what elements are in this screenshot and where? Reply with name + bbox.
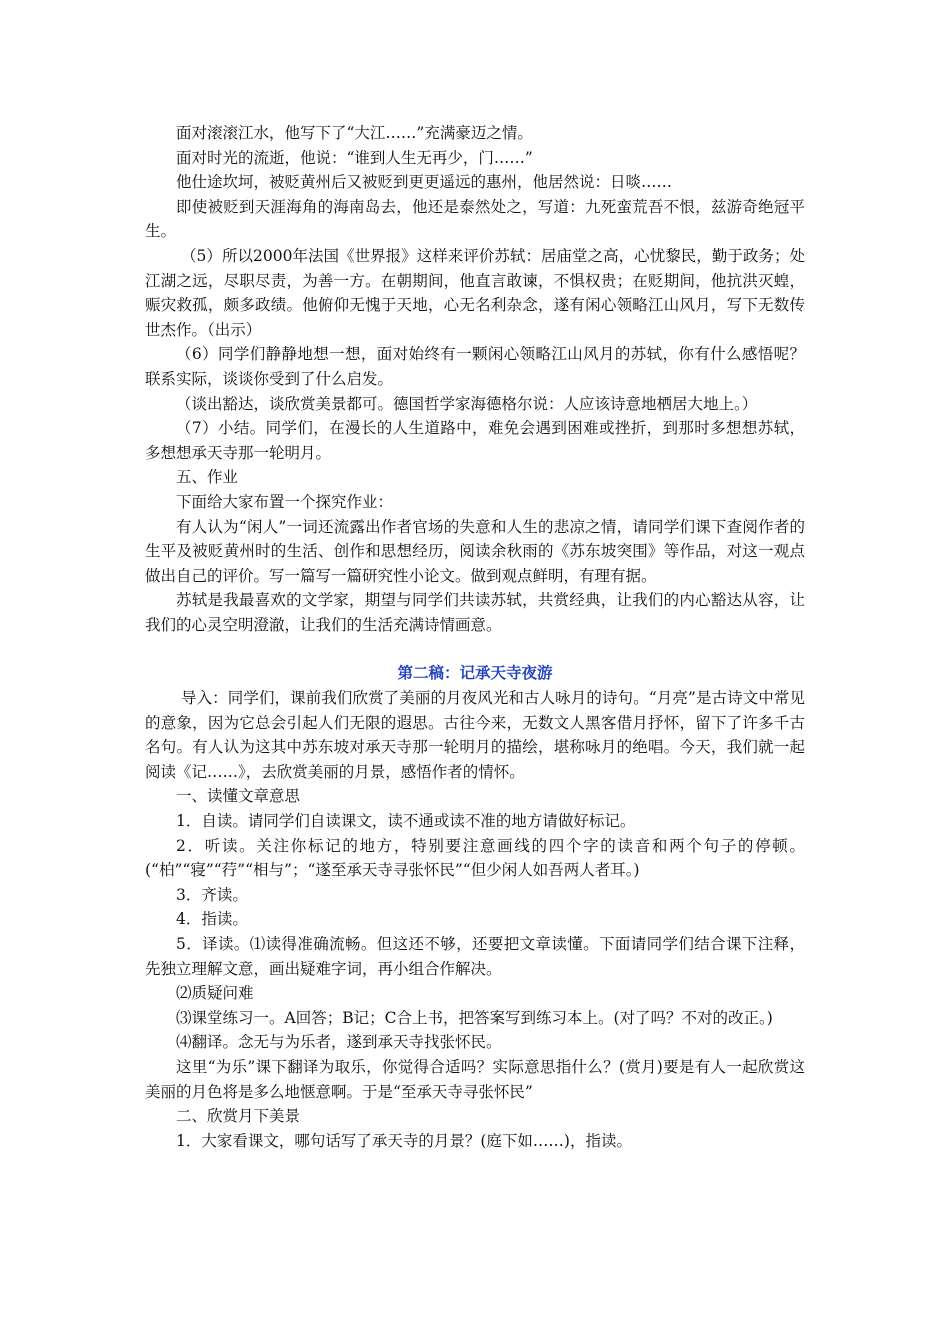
paragraph: （7）小结。同学们，在漫长的人生道路中，难免会遇到困难或挫折，到那时多想想苏轼，多想想承天寺那一轮明月。 <box>145 419 805 462</box>
blank-line <box>145 637 805 661</box>
paragraph: 这里“为乐”课下翻译为取乐，你觉得合适吗？实际意思指什么？(赏月)要是有人一起欣赏这美丽的月色将是多么地惬意啊。于是“至承天寺寻张怀民” <box>145 1057 805 1101</box>
paragraph: （5）所以2000年法国《世界报》这样来评价苏轼：居庙堂之高，心忧黎民，勤于政务；处江湖之远，尽职尽责，为善一方。在朝期间，他直言敢谏，不惧权贵；在贬期间，他抗洪灭蝗，赈灾救孤，颇多政绩。他俯仰无愧于天地，心无名利杂念，遂有闲心领略江山风月，写下无数传世杰作。（出示） <box>145 246 805 339</box>
list-item: 2．听读。关注你标记的地方，特别要注意画线的四个字的读音和两个句子的停顿。(“柏”“寝”“荇”“相与”；“遂至承天寺寻张怀民”“但少闲人如吾两人者耳。) <box>145 836 805 880</box>
list-item: 5．译读。⑴读得准确流畅。但这还不够，还要把文章读懂。下面请同学们结合课下注释，先独立理解文意，画出疑难字词，再小组合作解决。 <box>145 935 805 978</box>
paragraph: 苏轼是我最喜欢的文学家，期望与同学们共读苏轼，共赏经典，让我们的内心豁达从容，让我们的心灵空明澄澈，让我们的生活充满诗情画意。 <box>145 591 805 634</box>
paragraph: 即使被贬到天涯海角的海南岛去，他还是泰然处之，写道：九死蛮荒吾不恨，兹游奇绝冠平生。 <box>145 197 805 241</box>
paragraph: 导入：同学们，课前我们欣赏了美丽的月夜风光和古人咏月的诗句。“月亮”是古诗文中常见的意象，因为它总会引起人们无限的遐思。古往今来，无数文人黑客借月抒怀，留下了许多千古名句。有人认为这其中苏东坡对承天寺那一轮明月的描绘，堪称咏月的绝唱。今天，我们就一起阅读《记……》，去欣赏美丽的月景，感悟作者的情怀。 <box>145 689 805 781</box>
document-page <box>145 121 805 1153</box>
section-title: 第二稿：记承天寺夜游 <box>397 664 553 683</box>
list-item: 3．齐读。 <box>176 885 248 904</box>
section-heading: 二、欣赏月下美景 <box>176 1107 301 1126</box>
list-item: 1．自读。请同学们自读课文，读不通或读不准的地方请做好标记。 <box>176 812 636 831</box>
paragraph: （谈出豁达，谈欣赏美景都可。德国哲学家海德格尔说：人应该诗意地栖居大地上。） <box>176 394 758 413</box>
list-item: ⑵质疑问难 <box>176 984 254 1003</box>
paragraph: （6）同学们静静地想一想，面对始终有一颗闲心领略江山风月的苏轼，你有什么感悟呢？联系实际，谈谈你受到了什么启发。 <box>145 345 805 388</box>
paragraph: 他仕途坎坷，被贬黄州后又被贬到更更遥远的惠州，他居然说：日啖…… <box>176 173 673 192</box>
section-heading: 五、作业 <box>176 468 239 487</box>
section-heading: 一、读懂文章意思 <box>176 787 301 806</box>
list-item: 4．指读。 <box>176 910 248 929</box>
list-item: ⑶课堂练习一。A回答；B记；C合上书，把答案写到练习本上。(对了吗？不对的改正。) <box>176 1008 773 1027</box>
paragraph: 下面给大家布置一个探究作业： <box>176 492 394 511</box>
paragraph: 面对滚滚江水，他写下了“大江……”充满豪迈之情。 <box>176 124 533 142</box>
paragraph: 面对时光的流逝，他说：“谁到人生无再少，门……” <box>176 148 533 167</box>
list-item: 1．大家看课文，哪句话写了承天寺的月景？(庭下如……)，指读。 <box>176 1131 632 1150</box>
list-item: ⑷翻译。念无与为乐者，遂到承天寺找张怀民。 <box>176 1033 502 1052</box>
paragraph: 有人认为“闲人”一词还流露出作者官场的失意和人生的悲凉之情，请同学们课下查阅作者的生平及被贬黄州时的生活、创作和思想经历，阅读余秋雨的《苏东坡突围》等作品，对这一观点做出自己的评价。写一篇写一篇研究性小论文。做到观点鲜明，有理有据。 <box>145 517 805 585</box>
